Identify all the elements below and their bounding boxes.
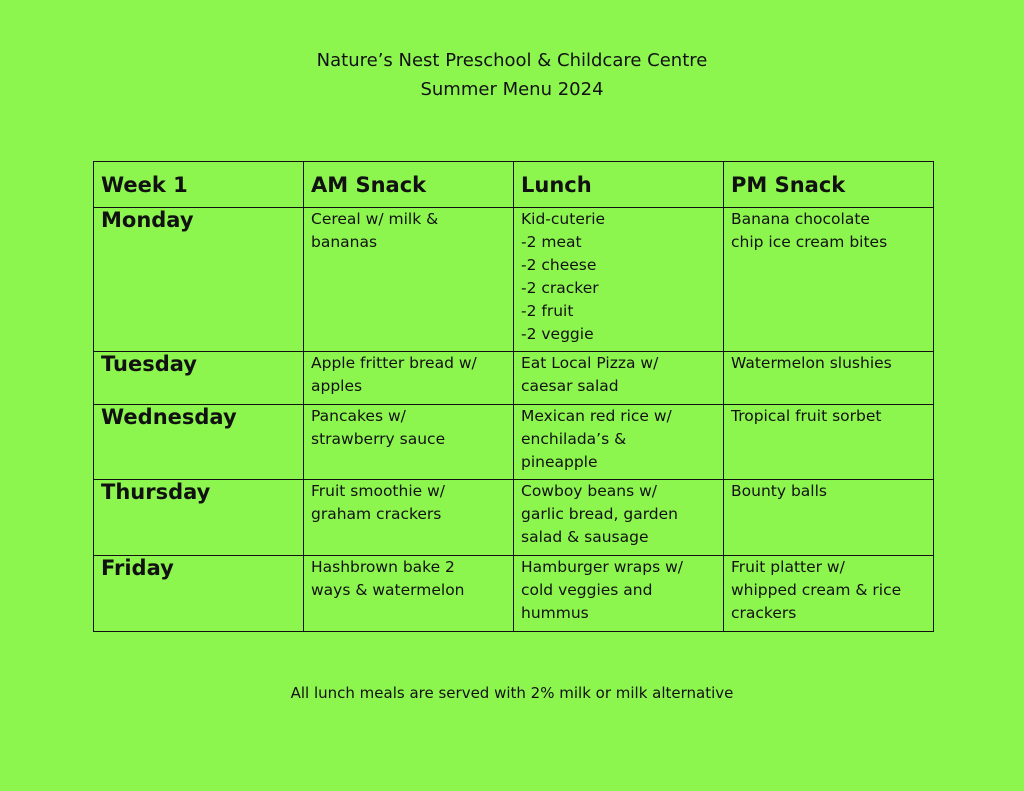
page-header	[0, 46, 1024, 104]
column-header-am-snack: AM Snack	[304, 162, 514, 208]
menu-line: Tropical fruit sorbet	[731, 407, 882, 425]
day-label: Wednesday	[94, 405, 304, 480]
menu-line: Banana chocolate	[731, 210, 870, 228]
menu-line: salad & sausage	[521, 528, 649, 546]
menu-line: Bounty balls	[731, 482, 827, 500]
table-row	[94, 405, 934, 480]
table-row	[94, 556, 934, 632]
menu-line: hummus	[521, 604, 589, 622]
footnote: All lunch meals are served with 2% milk or milk alternative	[290, 684, 734, 702]
day-label: Tuesday	[94, 352, 304, 405]
am-snack-cell	[304, 352, 514, 405]
menu-line: -2 cheese	[521, 256, 597, 274]
menu-line: Cereal w/ milk &	[311, 210, 439, 228]
lunch-cell	[514, 556, 724, 632]
menu-line: -2 veggie	[521, 325, 594, 343]
lunch-cell	[514, 352, 724, 405]
am-snack-cell	[304, 208, 514, 352]
table-row	[94, 480, 934, 556]
column-header-pm-snack: PM Snack	[724, 162, 934, 208]
lunch-cell	[514, 405, 724, 480]
menu-line: -2 cracker	[521, 279, 599, 297]
am-snack-cell	[304, 405, 514, 480]
menu-line: Watermelon slushies	[731, 354, 892, 372]
menu-line: Hashbrown bake 2	[311, 558, 455, 576]
pm-snack-cell	[724, 480, 934, 556]
menu-line: crackers	[731, 604, 797, 622]
menu-line: garlic bread, garden	[521, 505, 679, 523]
menu-line: chip ice cream bites	[731, 233, 888, 251]
lunch-cell	[514, 208, 724, 352]
menu-line: Fruit platter w/	[731, 558, 845, 576]
menu-line: Cowboy beans w/	[521, 482, 658, 500]
pm-snack-cell	[724, 352, 934, 405]
menu-line: whipped cream & rice	[731, 581, 902, 599]
menu-line: ways & watermelon	[311, 581, 465, 599]
menu-line: Kid-cuterie	[521, 210, 606, 228]
menu-line: Eat Local Pizza w/	[521, 354, 659, 372]
menu-line: -2 fruit	[521, 302, 574, 320]
menu-line: apples	[311, 377, 363, 395]
table-row	[94, 208, 934, 352]
menu-line: graham crackers	[311, 505, 442, 523]
menu-line: Apple fritter bread w/	[311, 354, 477, 372]
menu-line: caesar salad	[521, 377, 619, 395]
menu-line: Fruit smoothie w/	[311, 482, 446, 500]
menu-line: Pancakes w/	[311, 407, 406, 425]
pm-snack-cell	[724, 405, 934, 480]
pm-snack-cell	[724, 208, 934, 352]
page-title: Nature’s Nest Preschool & Childcare Centre	[316, 50, 708, 71]
am-snack-cell	[304, 556, 514, 632]
page-subtitle: Summer Menu 2024	[420, 79, 604, 100]
menu-line: bananas	[311, 233, 378, 251]
menu-line: Mexican red rice w/	[521, 407, 672, 425]
menu-line: cold veggies and	[521, 581, 653, 599]
menu-line: -2 meat	[521, 233, 582, 251]
menu-line: strawberry sauce	[311, 430, 446, 448]
column-header-week: Week 1	[94, 162, 304, 208]
am-snack-cell	[304, 480, 514, 556]
column-header-lunch: Lunch	[514, 162, 724, 208]
menu-line: enchilada’s &	[521, 430, 627, 448]
day-label: Monday	[94, 208, 304, 352]
day-label: Thursday	[94, 480, 304, 556]
lunch-cell	[514, 480, 724, 556]
pm-snack-cell	[724, 556, 934, 632]
menu-table	[93, 161, 934, 632]
menu-line: pineapple	[521, 453, 598, 471]
day-label: Friday	[94, 556, 304, 632]
table-row	[94, 352, 934, 405]
header-row	[94, 162, 934, 208]
menu-line: Hamburger wraps w/	[521, 558, 683, 576]
